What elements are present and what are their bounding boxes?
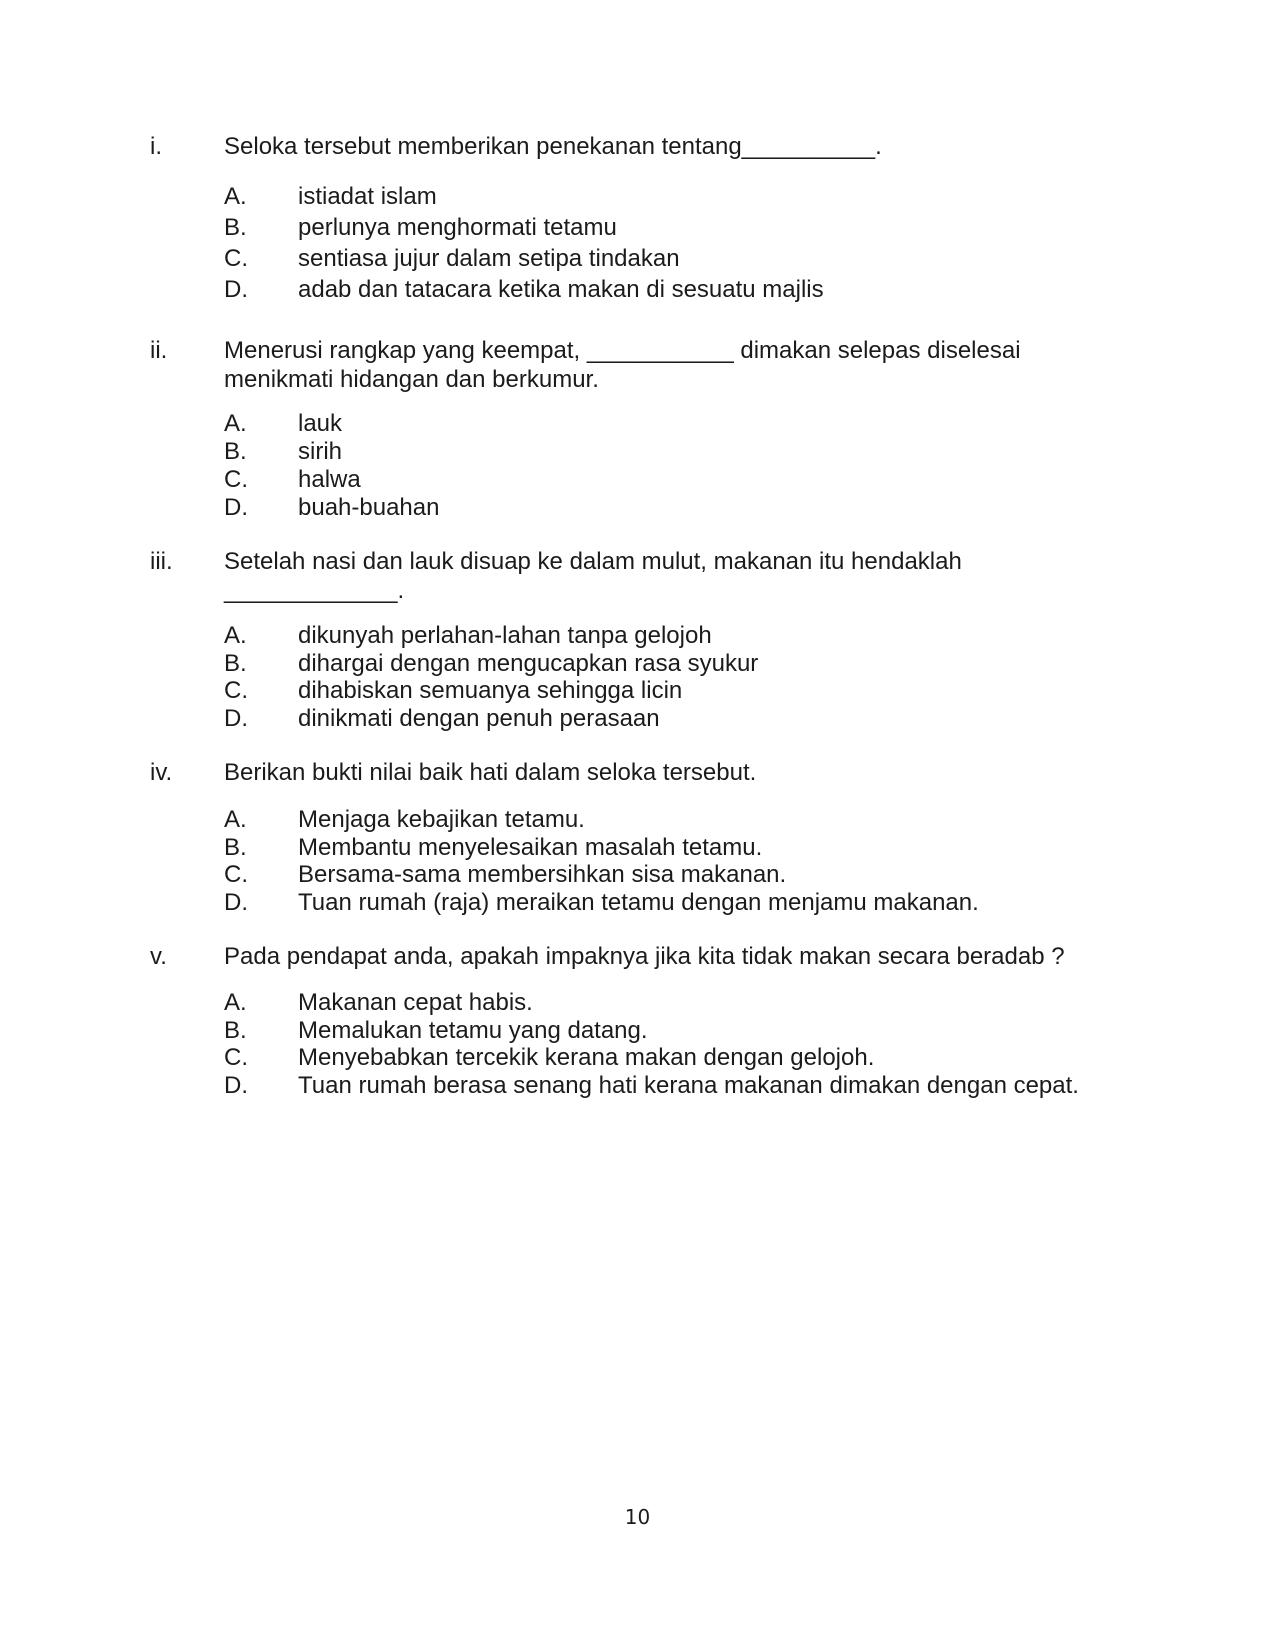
option-text: Bersama-sama membersihkan sisa makanan. <box>298 861 787 888</box>
option-letter: A. <box>224 989 247 1016</box>
option-text: dihargai dengan mengucapkan rasa syukur <box>298 649 759 677</box>
option-text: Tuan rumah berasa senang hati kerana makanan dimakan dengan cepat. <box>298 1071 1079 1099</box>
option-d[interactable] <box>224 275 1124 306</box>
option-text: Menyebabkan tercekik kerana makan dengan gelojoh. <box>298 1044 875 1071</box>
option-b[interactable] <box>224 213 1124 244</box>
option-d[interactable] <box>224 493 1124 521</box>
option-text: sentiasa jujur dalam setipa tindakan <box>298 245 680 272</box>
option-list <box>224 409 1124 521</box>
option-letter: A. <box>224 410 247 437</box>
option-list <box>224 988 1124 1098</box>
option-text: Memalukan tetamu yang datang. <box>298 1016 648 1044</box>
option-c[interactable] <box>224 1043 1124 1071</box>
option-text: sirih <box>298 438 343 465</box>
option-letter: D. <box>224 276 248 303</box>
option-text: dikunyah perlahan-lahan tanpa gelojoh <box>298 622 712 649</box>
option-text: buah-buahan <box>298 494 440 521</box>
option-text: lauk <box>298 410 343 437</box>
option-c[interactable] <box>224 860 1124 888</box>
option-text: adab dan tatacara ketika makan di sesuatu majlis <box>298 276 824 303</box>
option-list <box>224 182 1124 306</box>
option-b[interactable] <box>224 649 1124 677</box>
option-letter: C. <box>224 861 248 888</box>
option-letter: B. <box>224 214 247 241</box>
question-text: Menerusi rangkap yang keempat, ___________ dimakan selepas diselesai menikmati hidangan dan berkumur. <box>224 337 1021 393</box>
option-a[interactable] <box>224 988 1124 1016</box>
option-letter: A. <box>224 806 247 833</box>
option-letter: C. <box>224 677 248 704</box>
option-letter: A. <box>224 183 247 210</box>
option-c[interactable] <box>224 465 1124 493</box>
option-d[interactable] <box>224 1071 1124 1099</box>
option-text: Membantu menyelesaikan masalah tetamu. <box>298 833 763 861</box>
option-letter: C. <box>224 245 248 272</box>
option-text: dihabiskan semuanya sehingga licin <box>298 677 683 704</box>
question-text: Berikan bukti nilai baik hati dalam seloka tersebut. <box>224 759 757 786</box>
option-text: Menjaga kebajikan tetamu. <box>298 806 585 833</box>
option-d[interactable] <box>224 888 1124 916</box>
option-letter: D. <box>224 704 248 732</box>
option-c[interactable] <box>224 676 1124 704</box>
question-text: Seloka tersebut memberikan penekanan tentang__________. <box>224 133 882 160</box>
option-letter: B. <box>224 1016 247 1044</box>
option-a[interactable] <box>224 805 1124 833</box>
option-letter: C. <box>224 466 248 493</box>
question-text: Setelah nasi dan lauk disuap ke dalam mulut, makanan itu hendaklah _____________. <box>224 548 962 604</box>
option-list <box>224 805 1124 915</box>
option-c[interactable] <box>224 244 1124 275</box>
option-letter: D. <box>224 888 248 916</box>
question-text: Pada pendapat anda, apakah impaknya jika kita tidak makan secara beradab ? <box>224 943 1065 970</box>
option-b[interactable] <box>224 1016 1124 1044</box>
page-number: 10 <box>624 1505 651 1529</box>
question-number: v. <box>150 943 167 970</box>
option-letter: D. <box>224 494 248 521</box>
option-letter: C. <box>224 1044 248 1071</box>
option-text: perlunya menghormati tetamu <box>298 214 617 241</box>
option-text: halwa <box>298 466 361 493</box>
option-letter: A. <box>224 622 247 649</box>
question-number: ii. <box>150 337 168 364</box>
option-a[interactable] <box>224 621 1124 649</box>
option-letter: D. <box>224 1071 248 1099</box>
option-letter: B. <box>224 833 247 861</box>
question-number: iv. <box>150 759 173 786</box>
option-d[interactable] <box>224 704 1124 732</box>
option-a[interactable] <box>224 182 1124 213</box>
option-a[interactable] <box>224 409 1124 437</box>
option-text: istiadat islam <box>298 183 437 210</box>
option-text: dinikmati dengan penuh perasaan <box>298 704 660 732</box>
question-number: i. <box>150 133 162 160</box>
option-letter: B. <box>224 438 247 465</box>
option-letter: B. <box>224 649 247 677</box>
question-number: iii. <box>150 548 173 575</box>
option-text: Tuan rumah (raja) meraikan tetamu dengan menjamu makanan. <box>298 888 979 916</box>
option-text: Makanan cepat habis. <box>298 989 533 1016</box>
option-list <box>224 621 1124 731</box>
option-b[interactable] <box>224 437 1124 465</box>
option-b[interactable] <box>224 833 1124 861</box>
